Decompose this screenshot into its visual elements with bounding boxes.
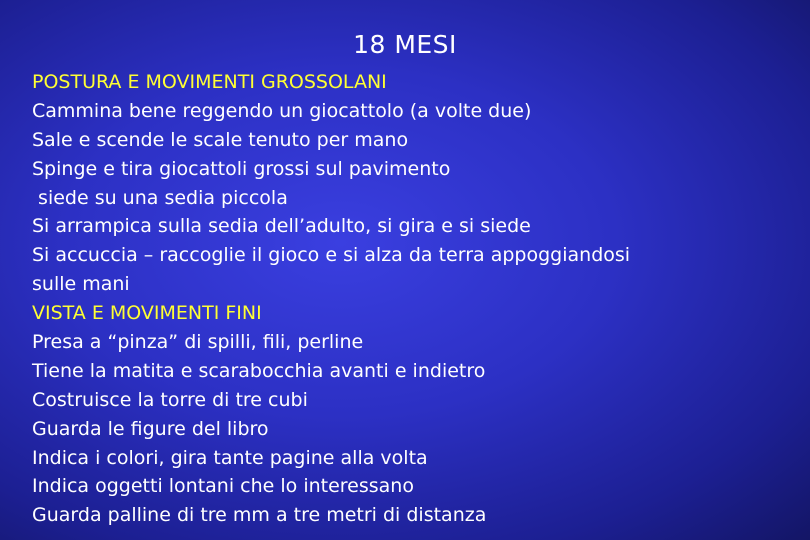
milestone-line: Guarda palline di tre mm a tre metri di distanza (32, 504, 487, 527)
milestone-line: Tiene la matita e scarabocchia avanti e indietro (32, 359, 486, 382)
milestone-line: Indica oggetti lontani che lo interessano (32, 475, 414, 498)
slide-title: 18 MESI (353, 30, 457, 59)
milestone-line: Guarda le figure del libro (32, 417, 269, 440)
milestone-line: Si accuccia – raccoglie il gioco e si alza da terra appoggiandosi (32, 244, 631, 267)
milestone-line: Si arrampica sulla sedia dell’adulto, si gira e si siede (32, 215, 531, 238)
milestone-line: Indica i colori, gira tante pagine alla volta (32, 446, 428, 469)
milestone-line: sulle mani (32, 273, 130, 296)
milestone-line: Cammina bene reggendo un giocattolo (a volte due) (32, 99, 532, 122)
milestone-line: Costruisce la torre di tre cubi (32, 388, 308, 411)
section-heading-vision-fine-motor: VISTA E MOVIMENTI FINI (32, 302, 262, 325)
milestone-line: Sale e scende le scale tenuto per mano (32, 128, 409, 151)
milestone-line: Presa a “pinza” di spilli, fili, perline (32, 331, 364, 354)
section-heading-gross-motor: POSTURA E MOVIMENTI GROSSOLANI (32, 71, 387, 93)
milestone-line: siede su una sedia piccola (32, 186, 288, 209)
slide-body (32, 68, 802, 530)
milestone-line: Spinge e tira giocattoli grossi sul pavimento (32, 157, 451, 180)
